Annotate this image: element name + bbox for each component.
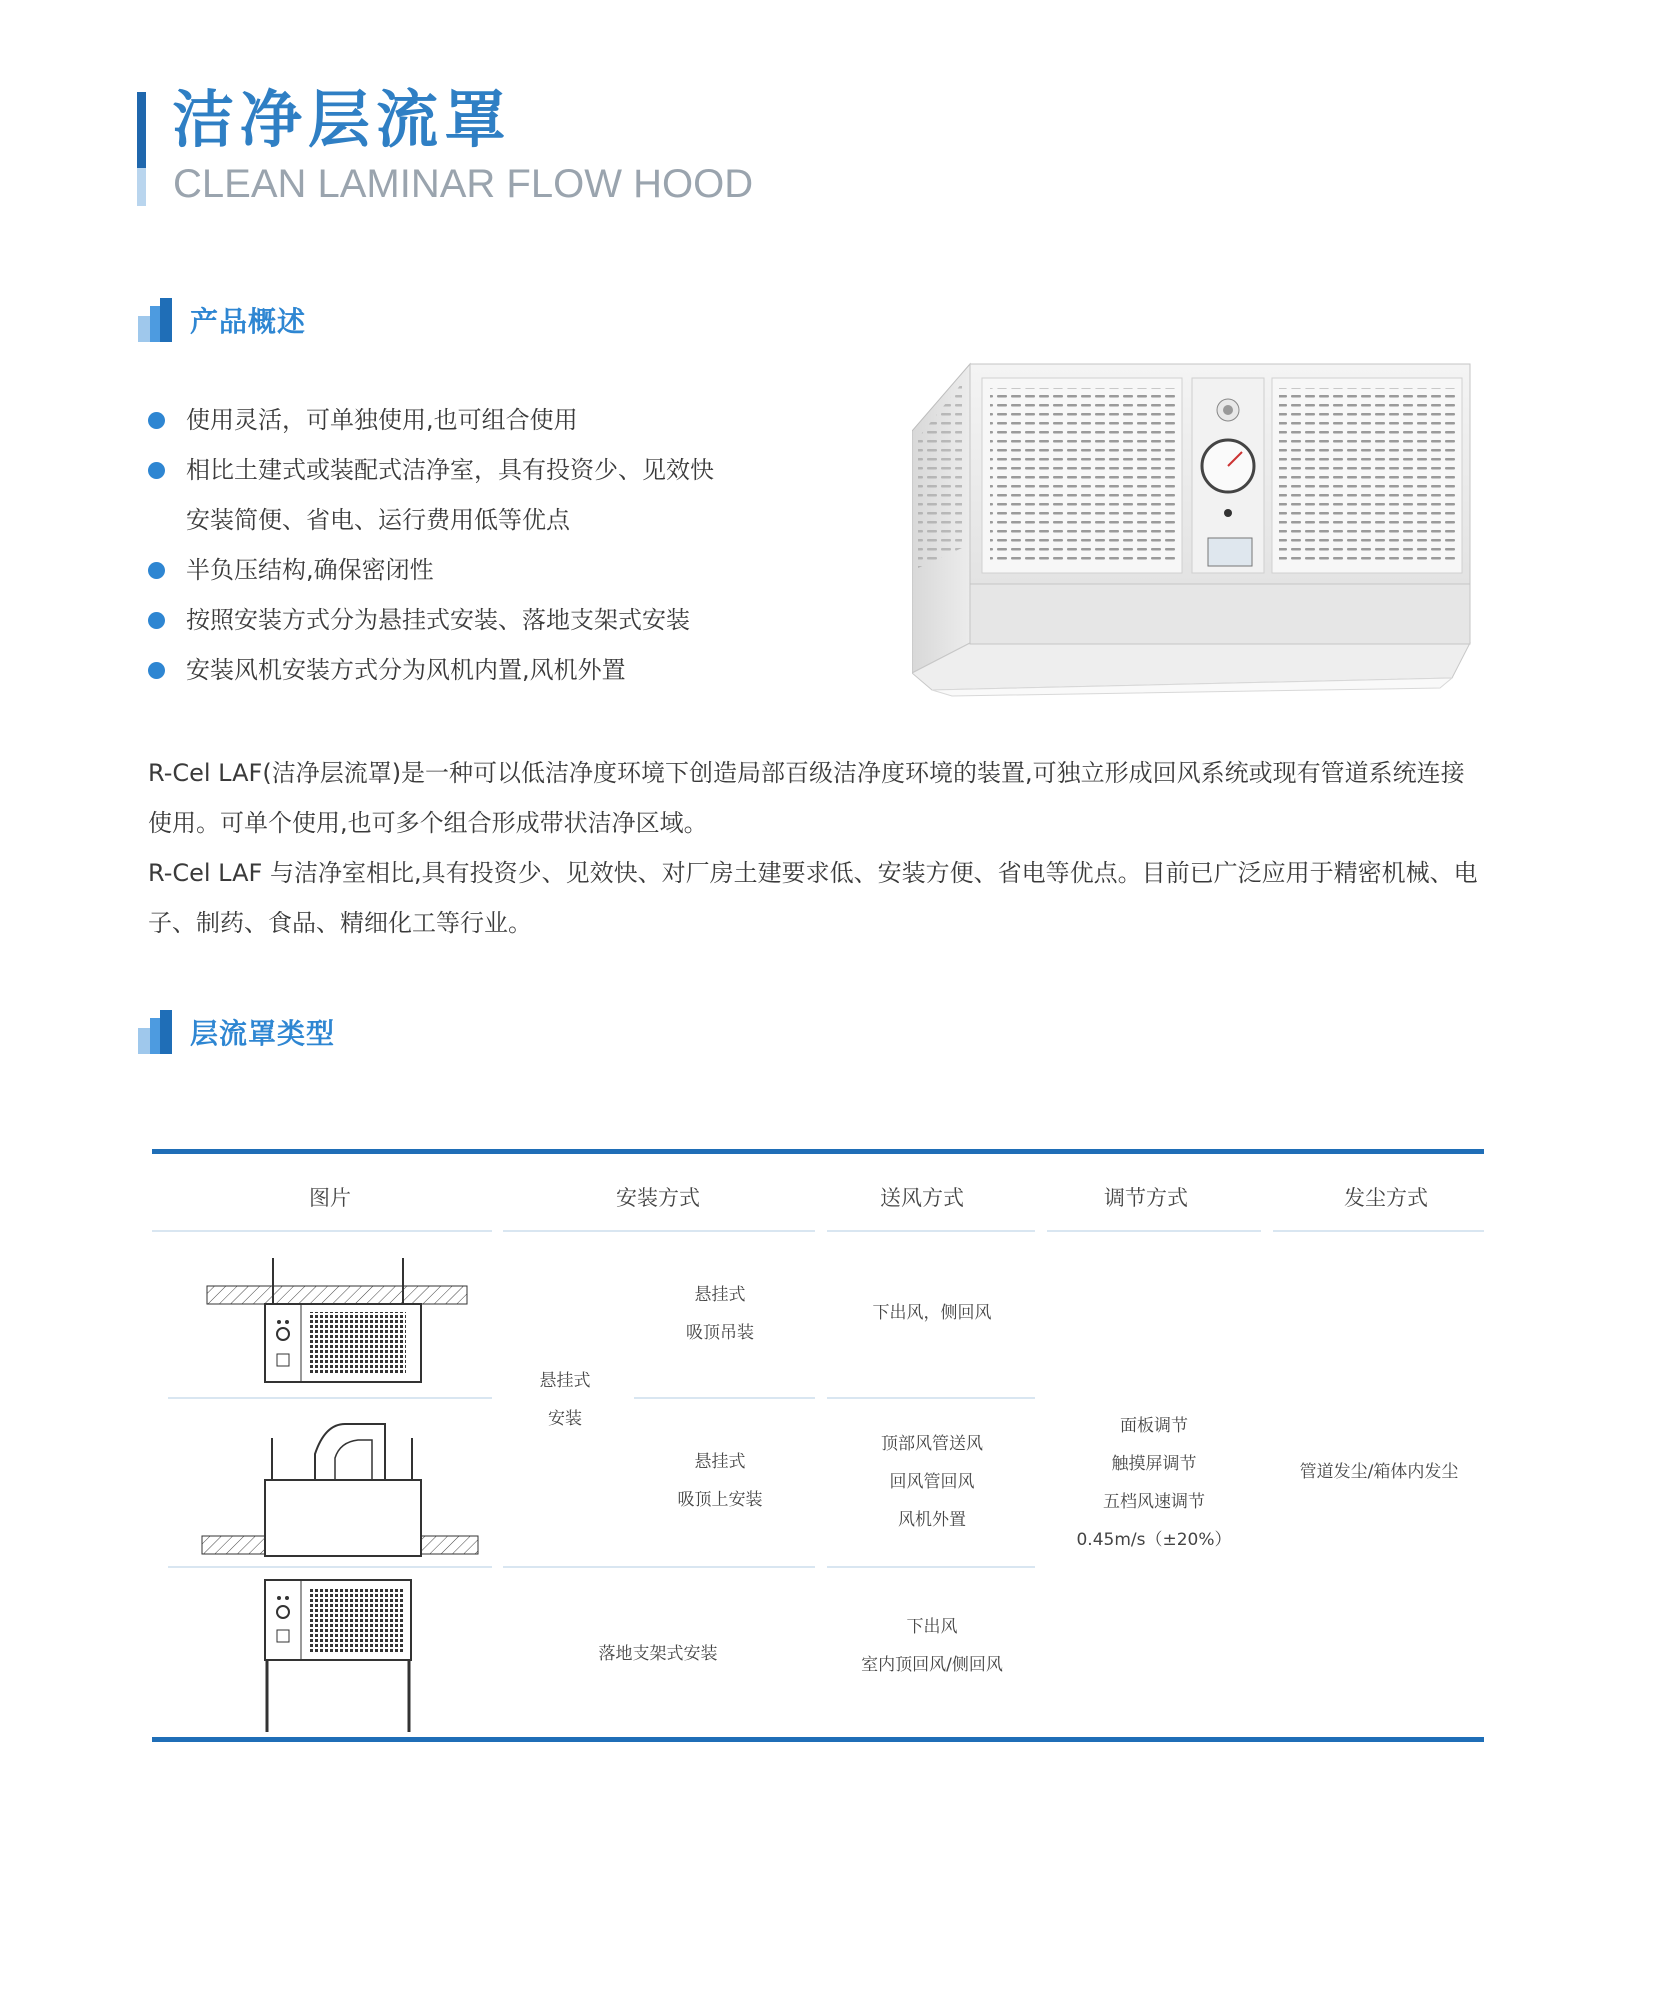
column-header-install: 安装方式 bbox=[616, 1186, 700, 1210]
install-group bbox=[520, 1362, 610, 1438]
supply-line: 室内顶回风/侧回风 bbox=[861, 1655, 1003, 1675]
feature-list bbox=[148, 395, 768, 695]
supply-line: 下出风，侧回风 bbox=[872, 1303, 992, 1323]
title-accent-bar bbox=[137, 92, 146, 168]
overview-title: 产品概述 bbox=[190, 305, 307, 338]
install-line: 悬挂式 bbox=[694, 1285, 746, 1305]
feature-item bbox=[148, 395, 768, 445]
supply-row-2 bbox=[852, 1425, 1012, 1539]
supply-row-1 bbox=[852, 1294, 1012, 1332]
header-underline bbox=[152, 1230, 492, 1232]
install-row-3 bbox=[578, 1635, 738, 1673]
install-line: 落地支架式安装 bbox=[598, 1644, 718, 1664]
install-group-line: 安装 bbox=[548, 1409, 582, 1429]
floor-stand-drawing bbox=[255, 1574, 415, 1734]
regulation-line: 五档风速调节 bbox=[1103, 1492, 1205, 1512]
feature-text: 使用灵活，可单独使用,也可组合使用 bbox=[186, 406, 578, 434]
regulation-line: 面板调节 bbox=[1120, 1416, 1188, 1436]
row-separator bbox=[634, 1397, 815, 1399]
feature-item bbox=[148, 645, 768, 695]
section-bar-icon bbox=[138, 1010, 172, 1054]
feature-item bbox=[148, 545, 768, 595]
product-description bbox=[148, 748, 1478, 948]
column-header-supply: 送风方式 bbox=[880, 1186, 964, 1210]
install-row-2 bbox=[660, 1443, 780, 1519]
feature-item bbox=[148, 445, 768, 545]
bullet-dot bbox=[148, 662, 165, 679]
row-separator bbox=[827, 1397, 1035, 1399]
row-separator bbox=[827, 1566, 1035, 1568]
header-underline bbox=[827, 1230, 1035, 1232]
column-header-picture: 图片 bbox=[309, 1186, 351, 1210]
page-subtitle: CLEAN LAMINAR FLOW HOOD bbox=[173, 162, 754, 206]
install-row-1 bbox=[660, 1276, 780, 1352]
dust-line: 管道发尘/箱体内发尘 bbox=[1299, 1462, 1459, 1482]
page-title: 洁净层流罩 bbox=[172, 83, 513, 156]
install-line: 吸顶上安装 bbox=[677, 1490, 763, 1510]
bullet-dot bbox=[148, 412, 165, 429]
feature-text: 相比土建式或装配式洁净室，具有投资少、见效快 bbox=[186, 456, 714, 484]
ceiling-top-drawing bbox=[200, 1410, 480, 1560]
install-line: 悬挂式 bbox=[694, 1452, 746, 1472]
description-paragraph: R-Cel LAF 与洁净室相比,具有投资少、见效快、对厂房土建要求低、安装方便、省电等优点。目前已广泛应用于精密机械、电子、制药、食品、精细化工等行业。 bbox=[148, 859, 1478, 937]
feature-text-continued: 安装简便、省电、运行费用低等优点 bbox=[186, 506, 570, 534]
subtitle-accent-bar bbox=[137, 168, 146, 206]
table-bottom-rule bbox=[152, 1737, 1484, 1742]
row-separator bbox=[168, 1566, 492, 1568]
product-photo bbox=[912, 338, 1482, 698]
header-underline bbox=[1273, 1230, 1484, 1232]
dust-cell bbox=[1286, 1453, 1472, 1491]
types-title: 层流罩类型 bbox=[190, 1017, 336, 1050]
table-top-rule bbox=[152, 1149, 1484, 1154]
row-separator bbox=[168, 1397, 492, 1399]
column-header-regulation: 调节方式 bbox=[1104, 1186, 1188, 1210]
section-bar-icon bbox=[138, 298, 172, 342]
regulation-line: 触摸屏调节 bbox=[1111, 1454, 1197, 1474]
supply-line: 风机外置 bbox=[898, 1510, 966, 1530]
supply-line: 下出风 bbox=[906, 1617, 958, 1637]
ceiling-hung-drawing bbox=[205, 1250, 470, 1385]
header-underline bbox=[1047, 1230, 1261, 1232]
install-line: 吸顶吊装 bbox=[686, 1323, 754, 1343]
bullet-dot bbox=[148, 612, 165, 629]
supply-row-3 bbox=[842, 1608, 1022, 1684]
bullet-dot bbox=[148, 562, 165, 579]
regulation-line: 0.45m/s（±20%） bbox=[1076, 1530, 1232, 1550]
feature-text: 按照安装方式分为悬挂式安装、落地支架式安装 bbox=[186, 606, 690, 634]
feature-item bbox=[148, 595, 768, 645]
column-header-dust: 发尘方式 bbox=[1344, 1186, 1428, 1210]
supply-line: 顶部风管送风 bbox=[881, 1434, 983, 1454]
bullet-dot bbox=[148, 462, 165, 479]
header-underline bbox=[503, 1230, 815, 1232]
supply-line: 回风管回风 bbox=[889, 1472, 975, 1492]
row-separator bbox=[503, 1566, 815, 1568]
feature-text: 半负压结构,确保密闭性 bbox=[186, 556, 434, 584]
description-paragraph: R-Cel LAF(洁净层流罩)是一种可以低洁净度环境下创造局部百级洁净度环境的装置,可独立形成回风系统或现有管道系统连接使用。可单个使用,也可多个组合形成带状洁净区域。 bbox=[148, 759, 1465, 837]
feature-text: 安装风机安装方式分为风机内置,风机外置 bbox=[186, 656, 626, 684]
install-group-line: 悬挂式 bbox=[539, 1371, 591, 1391]
regulation-cell bbox=[1061, 1407, 1247, 1559]
